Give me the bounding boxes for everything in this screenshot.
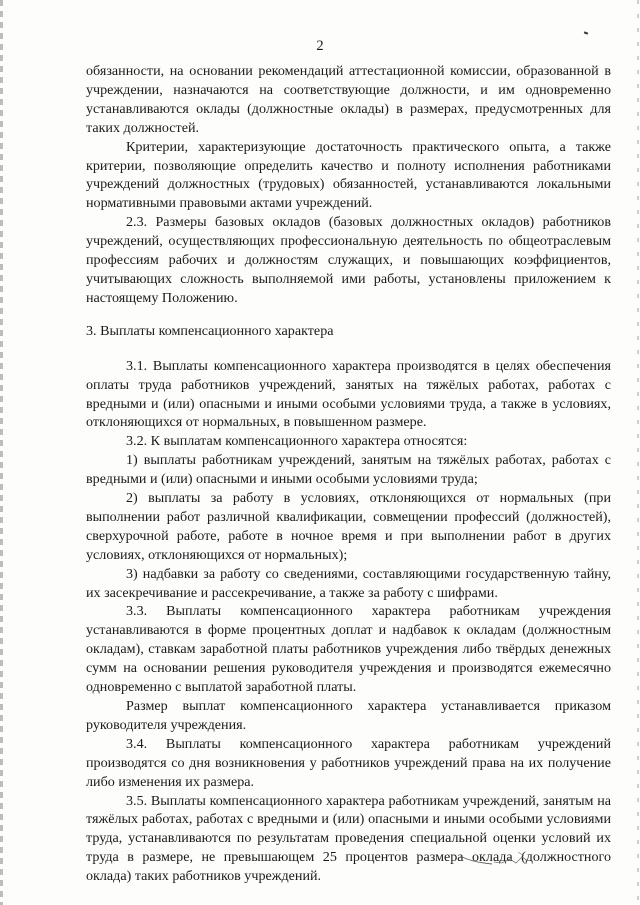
paragraph-3-2: 3.2. К выплатам компенсационного характера относятся: — [126, 433, 468, 450]
paragraph-size: Размер выплат компенсационного характера устанавливается приказом руководителя учреждения. — [86, 698, 611, 733]
section-heading: 3. Выплаты компенсационного характера — [86, 322, 334, 339]
page-number: 2 — [316, 38, 324, 54]
paragraph-2-3: 2.3. Размеры базовых окладов (базовых должностных окладов) работников учреждений, осуществляющих профессиональную деятельность по общеотраслевым профессиям рабочих и должностям служащих, и повышающих коэффициентов, учитывающих сложность выполняемой ими работы, установлены приложением к настоящему Положению. — [86, 214, 611, 306]
paragraph-continuation: обязанности, на основании рекомендаций аттестационной комиссии, образованной в учреждении, назначаются на соответствующие должности, и им одновременно устанавливаются оклады (должностные оклады) в размерах, предусмотренных для таких должностей. — [86, 63, 611, 136]
paragraph-3-4: 3.4. Выплаты компенсационного характера работникам учреждений производятся со дня возникновения у работников учреждений права на их получение либо изменения их размера. — [86, 735, 611, 790]
list-item-3: 3) надбавки за работу со сведениями, составляющими государственную тайну, их засекречивание и рассекречивание, а также за работу с шифрами. — [86, 565, 611, 601]
scan-edge-left — [0, 0, 3, 905]
paragraph-3-1: 3.1. Выплаты компенсационного характера производятся в целях обеспечения оплаты труда работников учреждений, занятых на тяжёлых работах, работах с вредными и (или) опасными и иными особыми условиями труда, а также в условиях, отклоняющихся от нормальных, в повышенном размере. — [86, 357, 611, 431]
list-item-2: 2) выплаты за работу в условиях, отклоняющихся от нормальных (при выполнении работ различной квалификации, совмещении профессий (должностей), сверхурочной работе, работе в ночное время и при выполнении работ в других условиях, отклоняющихся от нормальных); — [86, 490, 611, 563]
scan-mark — [584, 31, 588, 34]
paragraph-3-3: 3.3. Выплаты компенсационного характера работникам учреждения устанавливаются в форме процентных доплат и надбавок к окладам (должностным окладам), ставкам заработной платы работников учреждения либо твёрдых денежных сумм на основании решения руководителя учреждения и производятся ежемесячно одновременно с выплатой заработной платы. — [86, 603, 611, 696]
document-body — [86, 62, 611, 886]
signature-scribble — [458, 846, 538, 876]
paragraph-3-5: 3.5. Выплаты компенсационного характера работникам учреждений, занятым на тяжёлых работах, работах с вредными и (или) опасными и иными особыми условиями труда, устанавливаются по результатам проведения специальной оценки условий их труда в размере, не превышающем 25 процентов размера оклада (должностного оклада) таких работников учреждений. — [86, 792, 611, 885]
scan-edge-right — [637, 0, 639, 905]
list-item-1: 1) выплаты работникам учреждений, занятым на тяжёлых работах, работах с вредными и (или) опасными и иными особыми условиями труда; — [86, 452, 611, 488]
paragraph-criteria: Критерии, характеризующие достаточность практического опыта, а также критерии, позволяющие определить качество и полноту исполнения работниками учреждений должностных (трудовых) обязанностей, устанавливаются локальными нормативными правовыми актами учреждений. — [86, 138, 611, 212]
